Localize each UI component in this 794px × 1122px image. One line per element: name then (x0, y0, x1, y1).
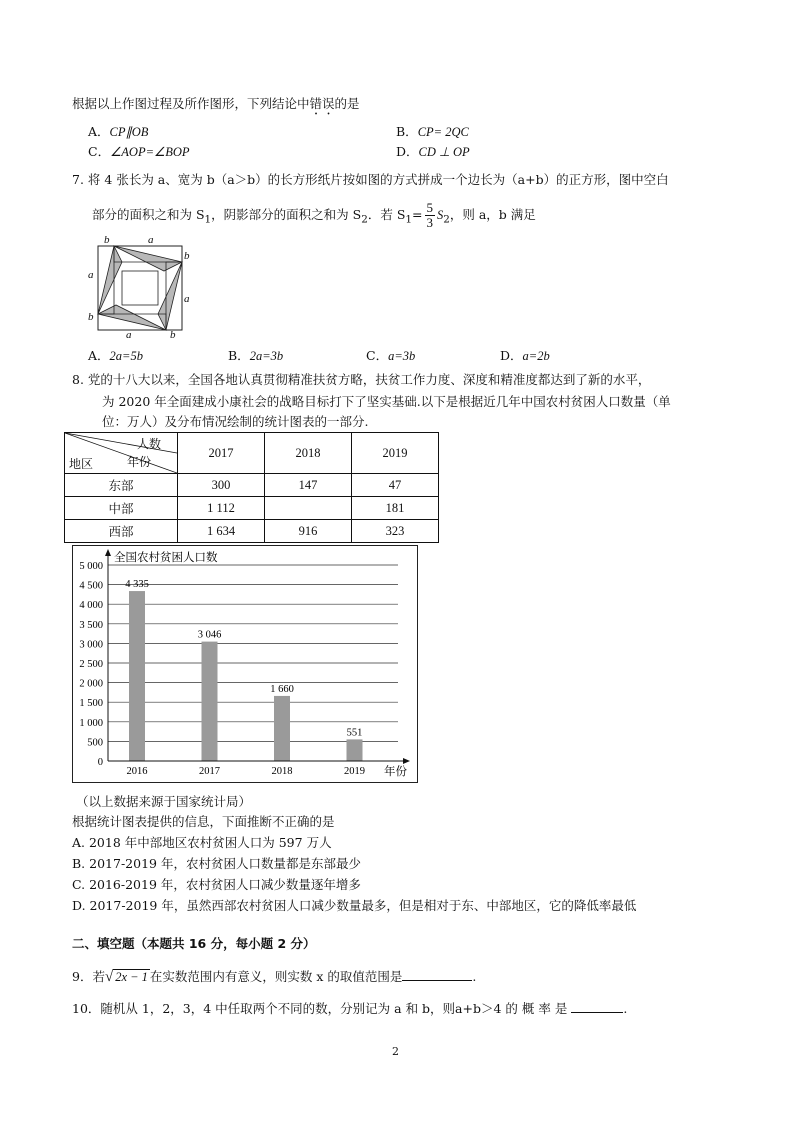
sqrt-sign: √ (104, 969, 114, 985)
q6-option-b-text: CP= 2QC (417, 125, 469, 139)
q8-bar-chart (72, 545, 418, 783)
q7-label-left-a: a (88, 269, 94, 281)
q7-frac-den: 3 (426, 215, 433, 230)
chart-y-tick-label: 5 000 (79, 561, 103, 572)
chart-data-label: 4 335 (125, 579, 149, 591)
q7-option-a-text: 2a=5b (109, 349, 143, 363)
table-cell: 181 (352, 497, 439, 520)
table-cell (265, 497, 352, 520)
q6-option-a[interactable] (88, 124, 148, 140)
q6-option-d-text: CD ⊥ OP (418, 145, 470, 159)
table-cell: 300 (178, 474, 265, 497)
q8-option-a[interactable]: A. 2018 年中部地区农村贫困人口为 597 万人 (72, 835, 332, 850)
table-year-header: 2019 (352, 433, 439, 474)
chart-x-tick-label: 2019 (344, 766, 365, 777)
table-corner-cell (65, 433, 178, 474)
table-corner-left: 地区 (69, 457, 94, 471)
table-corner-top: 人数 (137, 437, 162, 451)
chart-data-label: 3 046 (197, 629, 222, 641)
table-row (65, 497, 439, 520)
q7-line2-mid: ，阴影部分的面积之和为 S (211, 207, 362, 222)
chart-y-tick-label: 3 500 (79, 619, 103, 631)
chart-y-tick-label: 4 500 (79, 580, 103, 592)
q7-option-a-label: A． (88, 348, 110, 363)
q7-line1-text: 将 4 张长为 a、宽为 b（a＞b）的长方形纸片按如图的方式拼成一个边长为（a+b）的正方形，图中空白 (87, 172, 669, 187)
table-cell: 47 (352, 474, 439, 497)
q10-answer-blank[interactable] (571, 1000, 623, 1013)
q6-option-c[interactable] (88, 144, 190, 160)
q8-option-b[interactable]: B. 2017-2019 年，农村贫困人口数量都是东部最少 (72, 856, 361, 871)
q8-line3: 位：万人）及分布情况绘制的统计图表的一部分. (102, 414, 369, 429)
q7-option-d[interactable] (500, 348, 550, 364)
table-year-header: 2018 (265, 433, 352, 474)
q9-answer-blank[interactable] (402, 968, 472, 981)
q7-label-left-b: b (88, 311, 94, 323)
q8-source-note: （以上数据来源于国家统计局） (76, 794, 252, 809)
chart-y-tick-label: 1 000 (79, 717, 103, 729)
q9 (72, 968, 476, 985)
q6-stem-pre: 根据以上作图过程及所作图形，下列结论中 (72, 96, 310, 111)
section-title-fill-in: 二、填空题（本题共 16 分，每小题 2 分） (72, 936, 316, 951)
chart-bar (129, 591, 145, 761)
q7-fraction (425, 201, 436, 230)
chart-x-tick-label: 2016 (126, 766, 148, 777)
chart-data-label: 551 (346, 727, 363, 739)
q7-label-right-b: b (184, 250, 190, 262)
q7-option-b-label: B． (228, 348, 250, 363)
q7-line2 (92, 198, 536, 232)
q9-radicand: 2x − 1 (115, 970, 148, 984)
q8-option-c[interactable]: C. 2016-2019 年，农村贫困人口减少数量逐年增多 (72, 877, 361, 892)
table-cell: 147 (265, 474, 352, 497)
q6-option-b-label: B． (396, 124, 418, 139)
q7-sub1b: 1 (405, 213, 413, 226)
q7-option-b-text: 2a=3b (249, 349, 284, 363)
chart-bar (347, 739, 363, 761)
q6-stem-emphasis: 错误 (309, 96, 335, 111)
q7-line1 (72, 172, 669, 188)
chart-x-axis-label: 年份 (384, 764, 407, 778)
q6-option-c-label: C． (88, 144, 111, 159)
chart-y-tick-label: 4 000 (79, 600, 103, 612)
q7-label-bottom-b: b (170, 329, 176, 338)
table-cell: 1 634 (178, 520, 265, 543)
table-header-row (65, 433, 439, 474)
q6-stem (72, 96, 360, 118)
q7-sub2b: 2 (443, 213, 450, 226)
q7-s2: S (437, 208, 444, 222)
chart-y-tick-label: 0 (97, 757, 103, 768)
q7-option-c-text: a=3b (388, 349, 416, 363)
q8-option-d[interactable]: D. 2017-2019 年，虽然西部农村贫困人口减少数量最多，但是相对于东、中部地区，它的降低率最低 (72, 898, 637, 913)
chart-y-tick-label: 2 500 (79, 659, 103, 670)
chart-bar (202, 642, 218, 761)
chart-x-tick-label: 2017 (199, 766, 220, 777)
q7-figure (84, 234, 194, 338)
table-corner-mid: 年份 (127, 455, 152, 469)
q7-option-b[interactable] (228, 348, 283, 364)
q9-end: . (472, 969, 477, 984)
q8-line1-text: 党的十八大以来，全国各地认真贯彻精准扶贫方略，扶贫工作力度、深度和精准度都达到了新的水平， (87, 372, 651, 387)
q7-number: 7. (72, 172, 84, 187)
q7-eq: = (412, 207, 423, 222)
table-year-header: 2017 (178, 433, 265, 474)
q7-frac-num: 5 (426, 200, 433, 215)
q6-option-d[interactable] (396, 144, 470, 160)
table-region-cell: 中部 (65, 497, 178, 520)
table-row (65, 520, 439, 543)
q6-option-a-text: CP∥OB (109, 125, 149, 139)
q8-number: 8. (72, 372, 84, 387)
q6-option-b[interactable] (396, 124, 469, 140)
table-cell: 323 (352, 520, 439, 543)
q8-line2: 为 2020 年全面建成小康社会的战略目标打下了坚实基础.以下是根据近几年中国农村贫困人口数量（单 (102, 394, 671, 409)
q10 (72, 1000, 627, 1017)
chart-bar (274, 696, 290, 761)
q7-line2-post: ．若 S (367, 207, 406, 222)
table-region-cell: 西部 (65, 520, 178, 543)
q8-table (64, 432, 439, 543)
q8-prompt: 根据统计图表提供的信息，下面推断不正确的是 (72, 814, 335, 829)
chart-y-tick-label: 1 500 (79, 698, 103, 710)
table-cell: 1 112 (178, 497, 265, 520)
chart-x-tick-label: 2018 (271, 766, 293, 777)
q7-option-a[interactable] (88, 348, 143, 364)
q7-option-c-label: C． (366, 348, 389, 363)
table-region-cell: 东部 (65, 474, 178, 497)
table-row (65, 474, 439, 497)
q6-stem-post: 的是 (334, 96, 360, 111)
chart-y-tick-label: 2 000 (79, 678, 103, 690)
q7-label-top-a: a (148, 234, 154, 246)
q7-line2-pre: 部分的面积之和为 S (92, 207, 205, 222)
table-cell: 916 (265, 520, 352, 543)
chart-data-label: 1 660 (270, 683, 294, 695)
q7-sub1: 1 (204, 213, 212, 226)
q7-label-bottom-a: a (126, 329, 132, 338)
q7-tail: ，则 a，b 满足 (449, 207, 536, 222)
q7-sub2: 2 (361, 213, 368, 226)
q6-option-a-label: A． (88, 124, 110, 139)
chart-y-tick-label: 3 000 (79, 639, 103, 651)
q6-option-c-text: ∠AOP=∠BOP (110, 145, 190, 159)
q7-option-d-text: a=2b (522, 349, 550, 363)
q9-post: 在实数范围内有意义，则实数 x 的取值范围是 (149, 969, 403, 984)
q7-label-top-b: b (104, 234, 110, 246)
q6-option-d-label: D． (396, 144, 419, 159)
q9-pre: 9．若 (72, 969, 105, 984)
chart-y-tick-label: 500 (87, 737, 103, 749)
chart-title: 全国农村贫困人口数 (114, 550, 218, 564)
q7-label-right-a: a (184, 293, 190, 305)
q7-option-c[interactable] (366, 348, 415, 364)
q10-end: . (623, 1001, 628, 1016)
page-number: 2 (392, 1045, 399, 1058)
q7-option-d-label: D． (500, 348, 523, 363)
q10-text: 10．随机从 1，2，3，4 中任取两个不同的数，分别记为 a 和 b，则a+b＞4 的 概 率 是 (72, 1001, 568, 1016)
q8-line1 (72, 372, 650, 388)
